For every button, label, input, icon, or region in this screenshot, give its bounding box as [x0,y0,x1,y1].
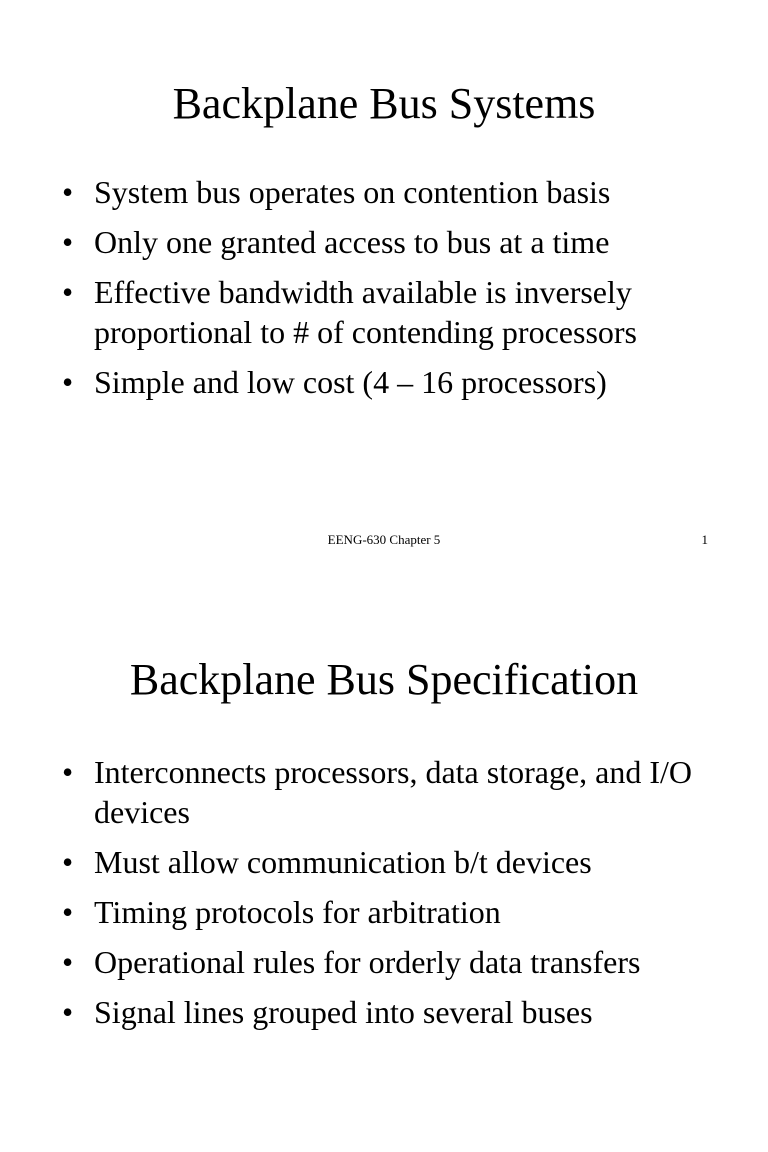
bullet-icon: • [62,224,74,260]
list-item [62,992,722,1032]
slide-footer: EENG-630 Chapter 5 [327,532,441,547]
bullet-icon: • [62,894,74,930]
slide-2 [0,576,768,1152]
bullet-icon: • [62,754,74,790]
bullet-icon: • [62,274,74,310]
slide-title: Backplane Bus Specification [129,655,639,704]
bullet-icon: • [62,364,74,400]
bullet-text: Operational rules for orderly data transfers [94,944,641,980]
list-item [62,752,722,832]
bullet-icon: • [62,944,74,980]
bullet-text: Must allow communication b/t devices [94,844,592,880]
bullet-text: Timing protocols for arbitration [94,894,501,930]
list-item [62,362,722,402]
bullet-text: Simple and low cost (4 – 16 processors) [94,364,607,400]
bullet-text: Only one granted access to bus at a time [94,224,610,260]
list-item [62,272,722,352]
bullet-icon: • [62,844,74,880]
list-item [62,842,722,882]
page-number: 1 [701,532,708,547]
list-item [62,172,722,212]
bullet-text: Signal lines grouped into several buses [94,994,593,1030]
bullet-text: Effective bandwidth available is inversely proportional to # of contending processors [94,274,637,350]
bullet-list [62,172,722,412]
list-item [62,892,722,932]
list-item [62,222,722,262]
list-item [62,942,722,982]
bullet-text: System bus operates on contention basis [94,174,611,210]
bullet-icon: • [62,994,74,1030]
bullet-text: Interconnects processors, data storage, and I/O devices [94,754,692,830]
slide-title: Backplane Bus Systems [172,79,596,128]
bullet-list [62,752,722,1042]
bullet-icon: • [62,174,74,210]
